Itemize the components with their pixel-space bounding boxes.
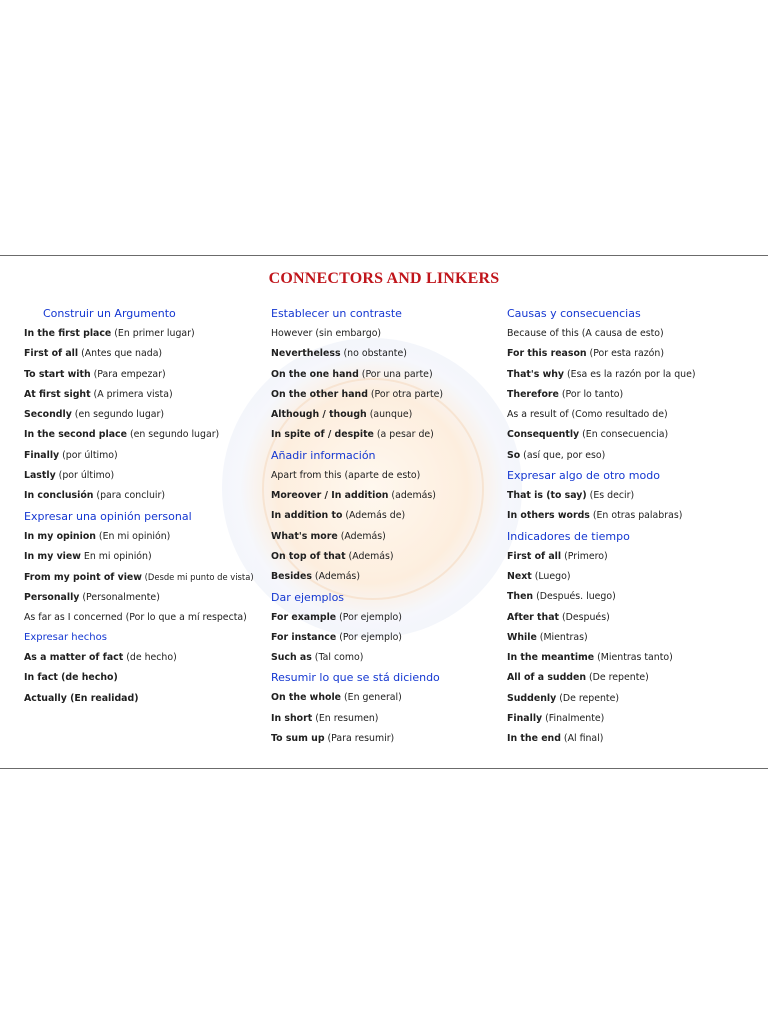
list-item: All of a sudden (De repente) xyxy=(507,672,649,684)
bottom-rule xyxy=(0,768,768,769)
list-item: On the other hand (Por otra parte) xyxy=(271,388,444,400)
list-item: In the first place (En primer lugar) xyxy=(24,328,195,339)
list-item: In spite of / despite (a pesar de) xyxy=(271,429,434,441)
list-item: That is (to say) (Es decir) xyxy=(507,490,635,502)
list-item: In the second place (en segundo lugar) xyxy=(24,429,220,441)
list-item: On the whole (En general) xyxy=(271,692,402,704)
section-heading: Expresar algo de otro modo xyxy=(507,469,660,483)
list-item: As a matter of fact (de hecho) xyxy=(24,652,177,664)
list-item: In short (En resumen) xyxy=(271,712,379,724)
list-item: In my view En mi opinión) xyxy=(24,550,152,562)
list-item: Apart from this (aparte de esto) xyxy=(271,469,421,481)
list-item: In addition to (Además de) xyxy=(271,510,406,522)
list-item: On the one hand (Por una parte) xyxy=(271,368,433,380)
list-item: Such as (Tal como) xyxy=(271,652,364,664)
top-rule xyxy=(0,255,768,256)
list-item: Because of this (A causa de esto) xyxy=(507,328,664,339)
column-cause-rephrase-time xyxy=(507,304,747,750)
list-item: For instance (Por ejemplo) xyxy=(271,631,402,643)
list-item: Next (Luego) xyxy=(507,570,571,582)
list-item: For this reason (Por esta razón) xyxy=(507,348,665,360)
list-item: As a result of (Como resultado de) xyxy=(507,409,668,421)
section-heading: Indicadores de tiempo xyxy=(507,529,630,543)
list-item: Personally (Personalmente) xyxy=(24,591,160,603)
list-item: That's why (Esa es la razón por la que) xyxy=(507,368,696,380)
list-item: Besides (Además) xyxy=(271,571,360,583)
list-item: Lastly (por último) xyxy=(24,470,115,482)
list-item: Moreover / In addition (además) xyxy=(271,490,436,502)
list-item: In my opinion (En mi opinión) xyxy=(24,530,171,542)
list-item: From my point of view (Desde mi punto de vista) xyxy=(24,572,254,584)
list-item: In conclusión (para concluir) xyxy=(24,490,166,502)
list-item: In the end (Al final) xyxy=(507,733,604,745)
list-item: On top of that (Además) xyxy=(271,550,394,562)
list-item: Actually (En realidad) xyxy=(24,692,139,704)
list-item: Secondly (en segundo lugar) xyxy=(24,409,165,421)
list-item: So (así que, por eso) xyxy=(507,449,606,461)
page-title: CONNECTORS AND LINKERS xyxy=(268,270,500,287)
section-heading: Construir un Argumento xyxy=(43,307,176,320)
section-heading: Causas y consecuencias xyxy=(507,307,641,320)
section-heading: Establecer un contraste xyxy=(271,307,402,320)
list-item: Consequently (En consecuencia) xyxy=(507,429,669,441)
section-heading: Expresar hechos xyxy=(24,632,107,644)
list-item: In others words (En otras palabras) xyxy=(507,510,683,522)
list-item: While (Mientras) xyxy=(507,631,588,643)
list-item: At first sight (A primera vista) xyxy=(24,388,173,400)
list-item: In fact (de hecho) xyxy=(24,672,118,684)
list-item: In the meantime (Mientras tanto) xyxy=(507,652,673,664)
list-item: Therefore (Por lo tanto) xyxy=(507,388,624,400)
section-heading: Dar ejemplos xyxy=(271,590,345,604)
list-item: Nevertheless (no obstante) xyxy=(271,348,407,360)
column-argument-opinion-facts xyxy=(24,304,254,709)
list-item: After that (Después) xyxy=(507,611,610,623)
list-item: Finally (Finalmente) xyxy=(507,713,605,725)
column-contrast-addition-examples-summary xyxy=(271,304,493,749)
list-item: To sum up (Para resumir) xyxy=(271,733,395,745)
list-item: Finally (por último) xyxy=(24,449,118,461)
list-item: Although / though (aunque) xyxy=(271,409,413,421)
list-item: However (sin embargo) xyxy=(271,328,382,339)
list-item: Suddenly (De repente) xyxy=(507,692,620,704)
list-item: What's more (Además) xyxy=(271,530,386,542)
section-heading: Resumir lo que se stá diciendo xyxy=(271,671,440,685)
list-item: As far as I concerned (Por lo que a mí respecta) xyxy=(24,611,247,623)
section-heading: Añadir información xyxy=(271,448,376,462)
list-item: First of all (Antes que nada) xyxy=(24,348,163,360)
list-item: Then (Después. luego) xyxy=(507,591,616,603)
list-item: First of all (Primero) xyxy=(507,550,608,562)
section-heading: Expresar una opinión personal xyxy=(24,509,192,523)
list-item: For example (Por ejemplo) xyxy=(271,611,402,623)
list-item: To start with (Para empezar) xyxy=(24,368,166,380)
